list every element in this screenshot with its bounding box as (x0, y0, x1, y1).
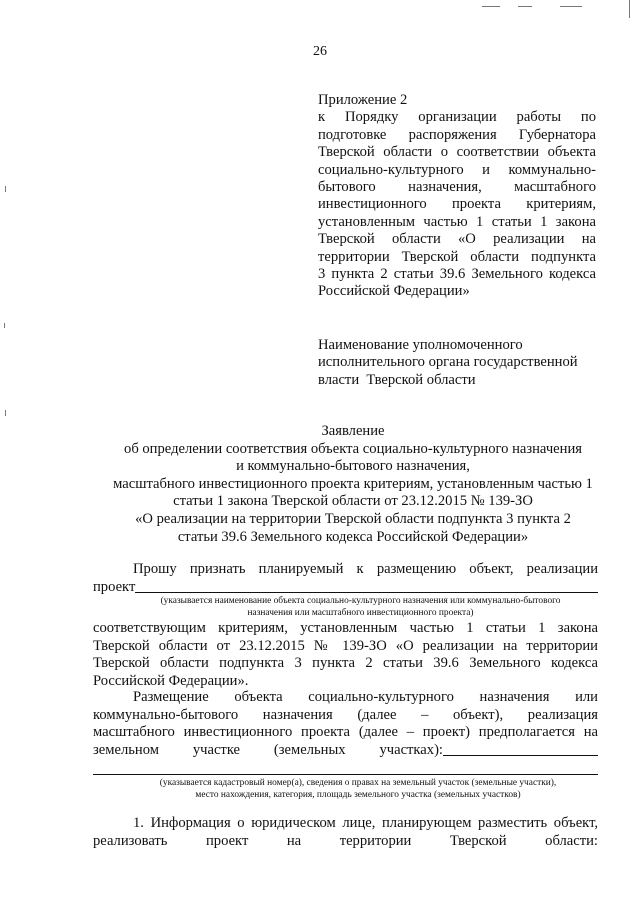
title-line: об определении соответствия объекта социально-культурного назначения (124, 440, 582, 457)
scan-artifact (560, 6, 582, 7)
title-line: «О реализации на территории Тверской области подпункта 3 пункта 2 (135, 510, 571, 527)
paragraph-line: Тверской области подпункта 3 пункта 2 статьи 39.6 Земельного кодекса (93, 655, 598, 672)
paragraph-line: Тверской области от 23.12.2015 № 139-ЗО «О реализации на территории (93, 637, 598, 654)
paragraph-line: Прошу признать планируемый к размещению объект, реализации (133, 561, 598, 577)
scan-artifact (629, 0, 630, 18)
field-hint: (указывается кадастровый номер(а), сведения о правах на земельный участок (земельные участки), (159, 778, 557, 788)
annex-line: Тверской области о соответствии объекта (318, 144, 596, 161)
annex-line: подготовке распоряжения Губернатора (318, 126, 596, 143)
request-paragraph (93, 561, 598, 691)
annex-line: к Порядку организации работы по (318, 109, 596, 126)
paragraph-line: реализовать проект на территории Тверской области: (93, 832, 598, 849)
annex-line: Российской Федерации» (318, 283, 470, 300)
field-prefix: земельном участке (земельных участках): (93, 741, 443, 758)
title-line: и коммунально-бытового назначения, (236, 458, 470, 475)
land-plot-field[interactable] (443, 742, 598, 756)
field-prefix: проект (93, 578, 136, 595)
annex-heading: Приложение 2 (318, 92, 408, 108)
title-line: статьи 39.6 Земельного кодекса Российской Федерации» (177, 528, 529, 545)
field-hint: назначения или масштабного инвестиционного проекта) (247, 608, 474, 619)
annex-header (318, 92, 596, 301)
addressee-line: власти Тверской области (318, 371, 476, 388)
scan-artifact (5, 410, 6, 416)
annex-line: инвестиционного проекта критериям, (318, 196, 596, 213)
application-title (88, 423, 618, 546)
paragraph-line: соответствующим критериям, установленным частью 1 статьи 1 закона (93, 620, 598, 637)
annex-line: социально-культурного и коммунально- (318, 161, 596, 178)
paragraph-line: 1. Информация о юридическом лице, планирующем разместить объект, (133, 815, 598, 831)
section-1 (93, 815, 598, 850)
addressee-block (318, 337, 608, 389)
addressee-line: исполнительного органа государственной (318, 354, 578, 371)
scan-artifact (5, 186, 6, 192)
annex-line: территории Тверской области подпункта (318, 248, 596, 265)
annex-line: установленным частью 1 статьи 1 закона (318, 213, 596, 230)
placement-paragraph (93, 689, 598, 759)
page-number: 26 (313, 44, 327, 59)
scan-artifact (482, 6, 500, 7)
land-plot-field-line[interactable] (93, 774, 598, 775)
land-plot-field-row (93, 742, 598, 760)
scan-artifact (518, 6, 532, 7)
scan-artifact (4, 323, 5, 328)
paragraph-line: Российской Федерации». (93, 672, 249, 689)
paragraph-line: коммунально-бытового назначения (далее – объект), реализация (93, 706, 598, 723)
project-name-field-row (93, 579, 598, 597)
field-hint: место нахождения, категория, площадь земельного участка (земельных участков) (195, 790, 521, 800)
annex-line: 3 пункта 2 статьи 39.6 Земельного кодекса (318, 266, 596, 283)
project-name-field[interactable] (135, 579, 598, 593)
field-hint: (указывается наименование объекта социально-культурного назначения или коммунально-бытового (160, 596, 561, 607)
title-line: статьи 1 закона Тверской области от 23.12.2015 № 139-ЗО (173, 493, 533, 510)
annex-line: Тверской области «О реализации на (318, 231, 596, 248)
addressee-line: Наименование уполномоченного (318, 337, 523, 353)
title-heading: Заявление (321, 423, 385, 439)
title-line: масштабного инвестиционного проекта критериям, установленным частью 1 (113, 475, 593, 492)
paragraph-line: масштабного инвестиционного проекта (далее – проект) предполагается на (93, 724, 598, 741)
annex-line: бытового назначения, масштабного (318, 179, 596, 196)
paragraph-line: Размещение объекта социально-культурного назначения или (133, 689, 598, 705)
